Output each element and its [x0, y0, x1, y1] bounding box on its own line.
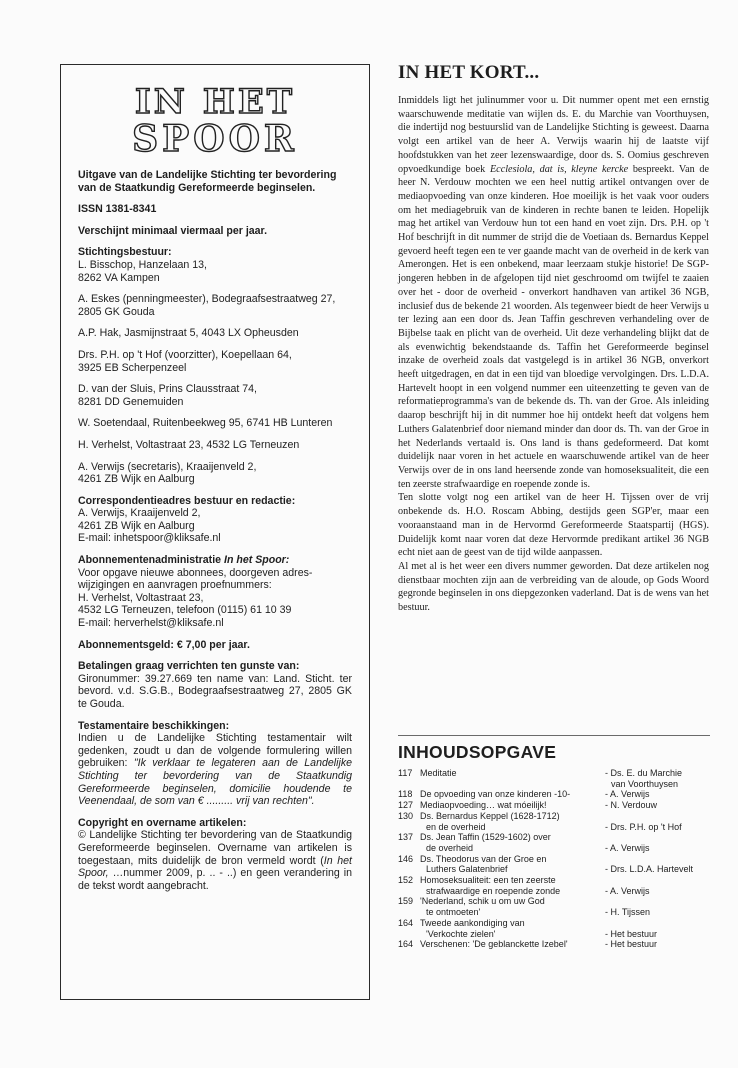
toc-item	[398, 939, 714, 950]
toc-author-line: - Drs. P.H. op 't Hof	[605, 821, 682, 832]
toc-item-author	[605, 918, 714, 939]
kort-paragraph-1-part-a: Inmiddels ligt het julinummer voor u. Dit nummer opent met een ernstig waarschuwende meditatie van wijlen ds. E. du Marchie van Voorthuysen, die indertijd nog bestuurslid van de Landelijke Stichting is geweest. Daarna volgt een artikel van de heer A. Verwijs waarin hij de laatste vijf hoofdstukken van het zeer lezenswaardige, door ds. S. Oomius geschreven opvoedkundige boek	[398, 95, 709, 175]
in-het-kort-body	[398, 94, 709, 615]
toc-item-author	[605, 789, 714, 800]
board-heading: Stichtingsbestuur:	[78, 246, 172, 259]
toc-item-title	[420, 789, 605, 800]
toc-title-line: Verschenen: 'De geblanckette Izebel'	[420, 939, 568, 950]
toc-title-line: Tweede aankondiging van	[420, 917, 525, 928]
toc-author-line: - Drs. L.D.A. Hartevelt	[605, 864, 694, 875]
toc-author-line: - A. Verwijs	[605, 885, 650, 896]
toc-title-line: Mediaopvoeding… wat móeilijk!	[420, 800, 547, 811]
copyright-heading: Copyright en overname artikelen:	[78, 816, 247, 829]
bequest-heading: Testamentaire beschikkingen:	[78, 719, 230, 732]
toc-page-number: 159	[398, 896, 414, 907]
in-het-kort-title: IN HET KORT...	[398, 62, 540, 83]
toc-item-author	[605, 768, 714, 789]
issn: ISSN 1381-8341	[78, 203, 157, 216]
toc-title-line: De opvoeding van onze kinderen -10-	[420, 789, 571, 800]
subscription-admin-section	[78, 554, 352, 630]
toc-title-line: 'Nederland, schik u om uw God	[420, 896, 545, 907]
kort-paragraph-1-part-b: bespreekt. Van de heer N. Verdouw mochten we een heel nuttig artikel ontvangen over de mediaopvoeding van onze kinderen. Hoe moeilijk is het vaak voor ouders om het mediagebruik van de kinderen in rechte banen te leiden. Hopelijk mag het artikel van Verdouw hun tot een hand en voet zijn. Drs. P.H. op 't Hof beschrijft in dit nummer de strijd die de Voetiaan ds. Bernardus Keppel gevoerd heeft tegen een te ver gaande macht van de overheid in de kerk van Amerongen. Het is een onbekend, maar leerzaam stukje historie! De SGP-jongeren hebben in de afgelopen tijd niet geschroomd om twijfel te zaaien over het - door de overheid - onverkort handhaven van artikel 36 NGB, inclusief dus de bekende 21 woorden. Als tegenweer biedt de heer Verwijs u ter lezing aan een door ds. Jean Taffin geschreven verhandeling over de Bijbelse taak en plicht van de overheid. Uit deze verhandeling blijkt dat de als evenwichtig bekendstaande ds. Taffin het Gereformeerde beginsel inzake de overheid zoals dat vastgelegd is in artikel 36 NGB, onverkort heeft uitgedragen, en dat in een tijd van bloedige vervolgingen. Drs. L.D.A. Hartevelt hoopt in een volgend nummer een uiteenzetting te geven van de reformatieprogramma's van de bekende ds. Th. van der Groe. Als inleiding daarop beschrijft hij in dit nummer hoe hij ontdekt heeft dat volgens hem Luthers Galatenbrief door niemand minder dan door ds. Th. van der Groe in het Nederlands vertaald is. Ons land is thans gedeformeerd. Dat komt duidelijk naar voren in het actuele en waarschuwende artikel van de heer Verwijs over de in ons land heersende zonde van homoseksualiteit, die een ten zeerste strafwaardige en roepende zonde is.	[398, 163, 709, 490]
toc-item-author	[605, 800, 714, 811]
board-member	[78, 293, 352, 318]
toc-page-number: 118	[398, 789, 413, 800]
toc-page-number: 137	[398, 832, 414, 843]
board-member-line: A.P. Hak, Jasmijnstraat 5, 4043 LX Opheusden	[78, 327, 299, 340]
toc-item	[398, 789, 714, 800]
payment-heading: Betalingen graag verrichten ten gunste van:	[78, 660, 300, 673]
toc-title: INHOUDSOPGAVE	[398, 742, 557, 762]
toc-item-title	[420, 854, 605, 875]
toc-author-line: - A. Verwijs	[605, 842, 650, 853]
kort-paragraph-1	[398, 94, 709, 491]
copyright-text-part2: …nummer 2009, p. .. - ..) en geen verandering in de tekst wordt aangebracht.	[78, 867, 352, 892]
board-member	[78, 327, 352, 340]
board-member-line: 3925 EB Scherpenzeel	[78, 361, 187, 374]
toc-item-author	[605, 939, 714, 950]
board-member-line: 2805 GK Gouda	[78, 305, 155, 318]
toc-item-author	[605, 811, 714, 832]
toc-item-title	[420, 811, 605, 832]
toc-item	[398, 854, 714, 875]
correspondence-heading: Correspondentieadres bestuur en redactie:	[78, 494, 296, 507]
bequest-quote: "Ik verklaar te legateren aan de Landelijke Stichting ter bevordering van de Staatkundig Gereformeerde beginselen, domicilie houdende te Veenendaal, de som van € ......... vrij van rechten".	[78, 757, 353, 808]
in-het-spoor-logo	[78, 79, 353, 159]
toc-item	[398, 811, 714, 832]
toc-title-line: Luthers Galatenbrief	[426, 864, 508, 875]
toc-item-title	[420, 896, 605, 917]
toc-author-line: - Het bestuur	[605, 939, 658, 950]
toc-item-author	[605, 832, 714, 853]
toc-page-number: 152	[398, 875, 414, 886]
toc-title-line: de overheid	[426, 842, 474, 853]
board-member	[78, 349, 352, 374]
subscription-admin-line: Voor opgave nieuwe abonnees, doorgeven adres-	[78, 566, 313, 579]
board-member	[78, 439, 352, 452]
table-of-contents	[398, 768, 714, 950]
toc-item	[398, 800, 714, 811]
toc-author-line: - N. Verdouw	[605, 800, 658, 811]
toc-item-title	[420, 918, 605, 939]
toc-title-line: te ontmoeten'	[426, 907, 481, 918]
correspondence-line: A. Verwijs, Kraaijenveld 2,	[78, 507, 201, 520]
logo-line1: IN HET	[134, 82, 296, 122]
subscription-admin-line: wijzigingen en aanvragen proefnummers:	[78, 579, 272, 592]
bequest-text-plain: Indien u de Landelijke Stichting testamentair wilt gedenken, zoudt u dan de volgende formulering willen gebruiken:	[78, 732, 352, 770]
copyright-section	[78, 817, 352, 893]
toc-page-number: 164	[398, 917, 414, 928]
toc-item-author	[605, 854, 714, 875]
bequest-section	[78, 720, 352, 808]
subscription-admin-line: 4532 LG Terneuzen, telefoon (0115) 61 10 39	[78, 604, 292, 617]
board-member-line: H. Verhelst, Voltastraat 23, 4532 LG Terneuzen	[78, 438, 300, 451]
subscription-admin-email: E-mail: herverhelst@kliksafe.nl	[78, 617, 224, 630]
bequest-text	[78, 732, 352, 808]
subscription-admin-heading-text: Abonnementenadministratie	[78, 554, 222, 567]
board-member-line: L. Bisschop, Hanzelaan 13,	[78, 258, 207, 271]
toc-title-line: Ds. Bernardus Keppel (1628-1712)	[420, 810, 560, 821]
toc-title-line: en de overheid	[426, 821, 486, 832]
toc-item	[398, 875, 714, 896]
board-member-line: W. Soetendaal, Ruitenbeekweg 95, 6741 HB Lunteren	[78, 417, 333, 430]
subscription-admin-heading	[78, 554, 352, 567]
copyright-text-italic: In het Spoor,	[78, 854, 352, 880]
toc-title-line: Ds. Theodorus van der Groe en	[420, 853, 547, 864]
toc-item-title	[420, 800, 605, 811]
frequency: Verschijnt minimaal viermaal per jaar.	[78, 224, 268, 237]
board-member-line: 8262 VA Kampen	[78, 271, 160, 284]
toc-item-title	[420, 939, 605, 950]
toc-item	[398, 896, 714, 917]
subscription-fee: Abonnementsgeld: € 7,00 per jaar.	[78, 638, 250, 651]
toc-page-number: 130	[398, 810, 414, 821]
toc-author-line: - Het bestuur	[605, 928, 658, 939]
subscription-admin-heading-italic: In het Spoor:	[224, 554, 290, 567]
toc-page-number: 164	[398, 939, 414, 950]
book-title: Ecclesiola, dat is, kleyne kercke	[489, 163, 629, 175]
toc-title-line: 'Verkochte zielen'	[426, 928, 496, 939]
toc-author-line: - H. Tijssen	[605, 907, 651, 918]
toc-title-line: Homoseksualiteit: een ten zeerste	[420, 875, 556, 886]
toc-item-author	[605, 896, 714, 917]
toc-title-line: strafwaardige en roepende zonde	[426, 885, 561, 896]
kort-paragraph-3: Al met al is het weer een divers nummer geworden. Dat deze artikelen nog dienstbaar mochten zijn aan de verbreiding van de aloude, op Gods Woord gegronde beginselen in ons diepgezonken vaderland. Dat is de wens van het bestuur.	[398, 560, 709, 614]
toc-page-number: 146	[398, 853, 414, 864]
board-member	[78, 417, 352, 430]
toc-title-line: Meditatie	[420, 768, 457, 778]
correspondence-section	[78, 495, 352, 545]
correspondence-line: 4261 ZB Wijk en Aalburg	[78, 519, 195, 532]
toc-page-number: 117	[398, 768, 413, 778]
logo-line2: SPOOR	[132, 118, 298, 159]
toc-author-line: - A. Verwijs	[605, 789, 650, 800]
board-member-line: 4261 ZB Wijk en Aalburg	[78, 473, 195, 486]
toc-item	[398, 832, 714, 853]
board-member-line: A. Eskes (penningmeester), Bodegraafsestraatweg 27,	[78, 293, 336, 306]
kort-paragraph-2: Ten slotte volgt nog een artikel van de heer H. Tijssen over de vrij onbekende ds. H.O. Roscam Abbing, destijds geen SGP'er, maar een vooraanstaand man in de Hervormd Gereformeerde Staatspartij (HGS). Duidelijk komt naar voren dat deze Hervormde predikant artikel 36 NGB echt niet aan de geest van de tijd wilde aanpassen.	[398, 492, 709, 559]
toc-item	[398, 918, 714, 939]
section-divider	[398, 735, 710, 736]
toc-item	[398, 768, 714, 789]
payment-text: Gironummer: 39.27.669 ten name van: Land. Sticht. ter bevord. v.d. S.G.B., Bodegraafsestraatweg 27, 2805 GK te Gouda.	[78, 672, 352, 710]
board-member	[78, 259, 352, 284]
board-member-line: A. Verwijs (secretaris), Kraaijenveld 2,	[78, 460, 257, 473]
toc-item-title	[420, 832, 605, 853]
colophon-box	[60, 64, 370, 1000]
copyright-text	[78, 829, 352, 892]
board-member-line: 8281 DD Genemuiden	[78, 395, 184, 408]
correspondence-email: E-mail: inhetspoor@kliksafe.nl	[78, 532, 221, 545]
board-member	[78, 461, 352, 486]
toc-item-author	[605, 875, 714, 896]
subscription-admin-line: H. Verhelst, Voltastraat 23,	[78, 591, 204, 604]
toc-author-line: van Voorthuysen	[611, 778, 679, 789]
board-member-line: Drs. P.H. op 't Hof (voorzitter), Koepellaan 64,	[78, 348, 292, 361]
board-member-line: D. van der Sluis, Prins Clausstraat 74,	[78, 383, 257, 396]
copyright-text-part1: © Landelijke Stichting ter bevordering van de Staatkundig Gereformeerde beginselen. Overname van artikelen is toegestaan, mits duidelijk de bron vermeld wordt (	[78, 829, 352, 867]
board-member	[78, 383, 352, 408]
toc-title-line: Ds. Jean Taffin (1529-1602) over	[420, 832, 551, 843]
publisher-statement: Uitgave van de Landelijke Stichting ter bevordering van de Staatkundig Gereformeerde beginselen.	[78, 169, 337, 194]
toc-author-line: - Ds. E. du Marchie	[605, 768, 683, 778]
toc-item-title	[420, 875, 605, 896]
toc-page-number: 127	[398, 800, 414, 811]
toc-item-title	[420, 768, 605, 789]
payment-section	[78, 660, 352, 710]
